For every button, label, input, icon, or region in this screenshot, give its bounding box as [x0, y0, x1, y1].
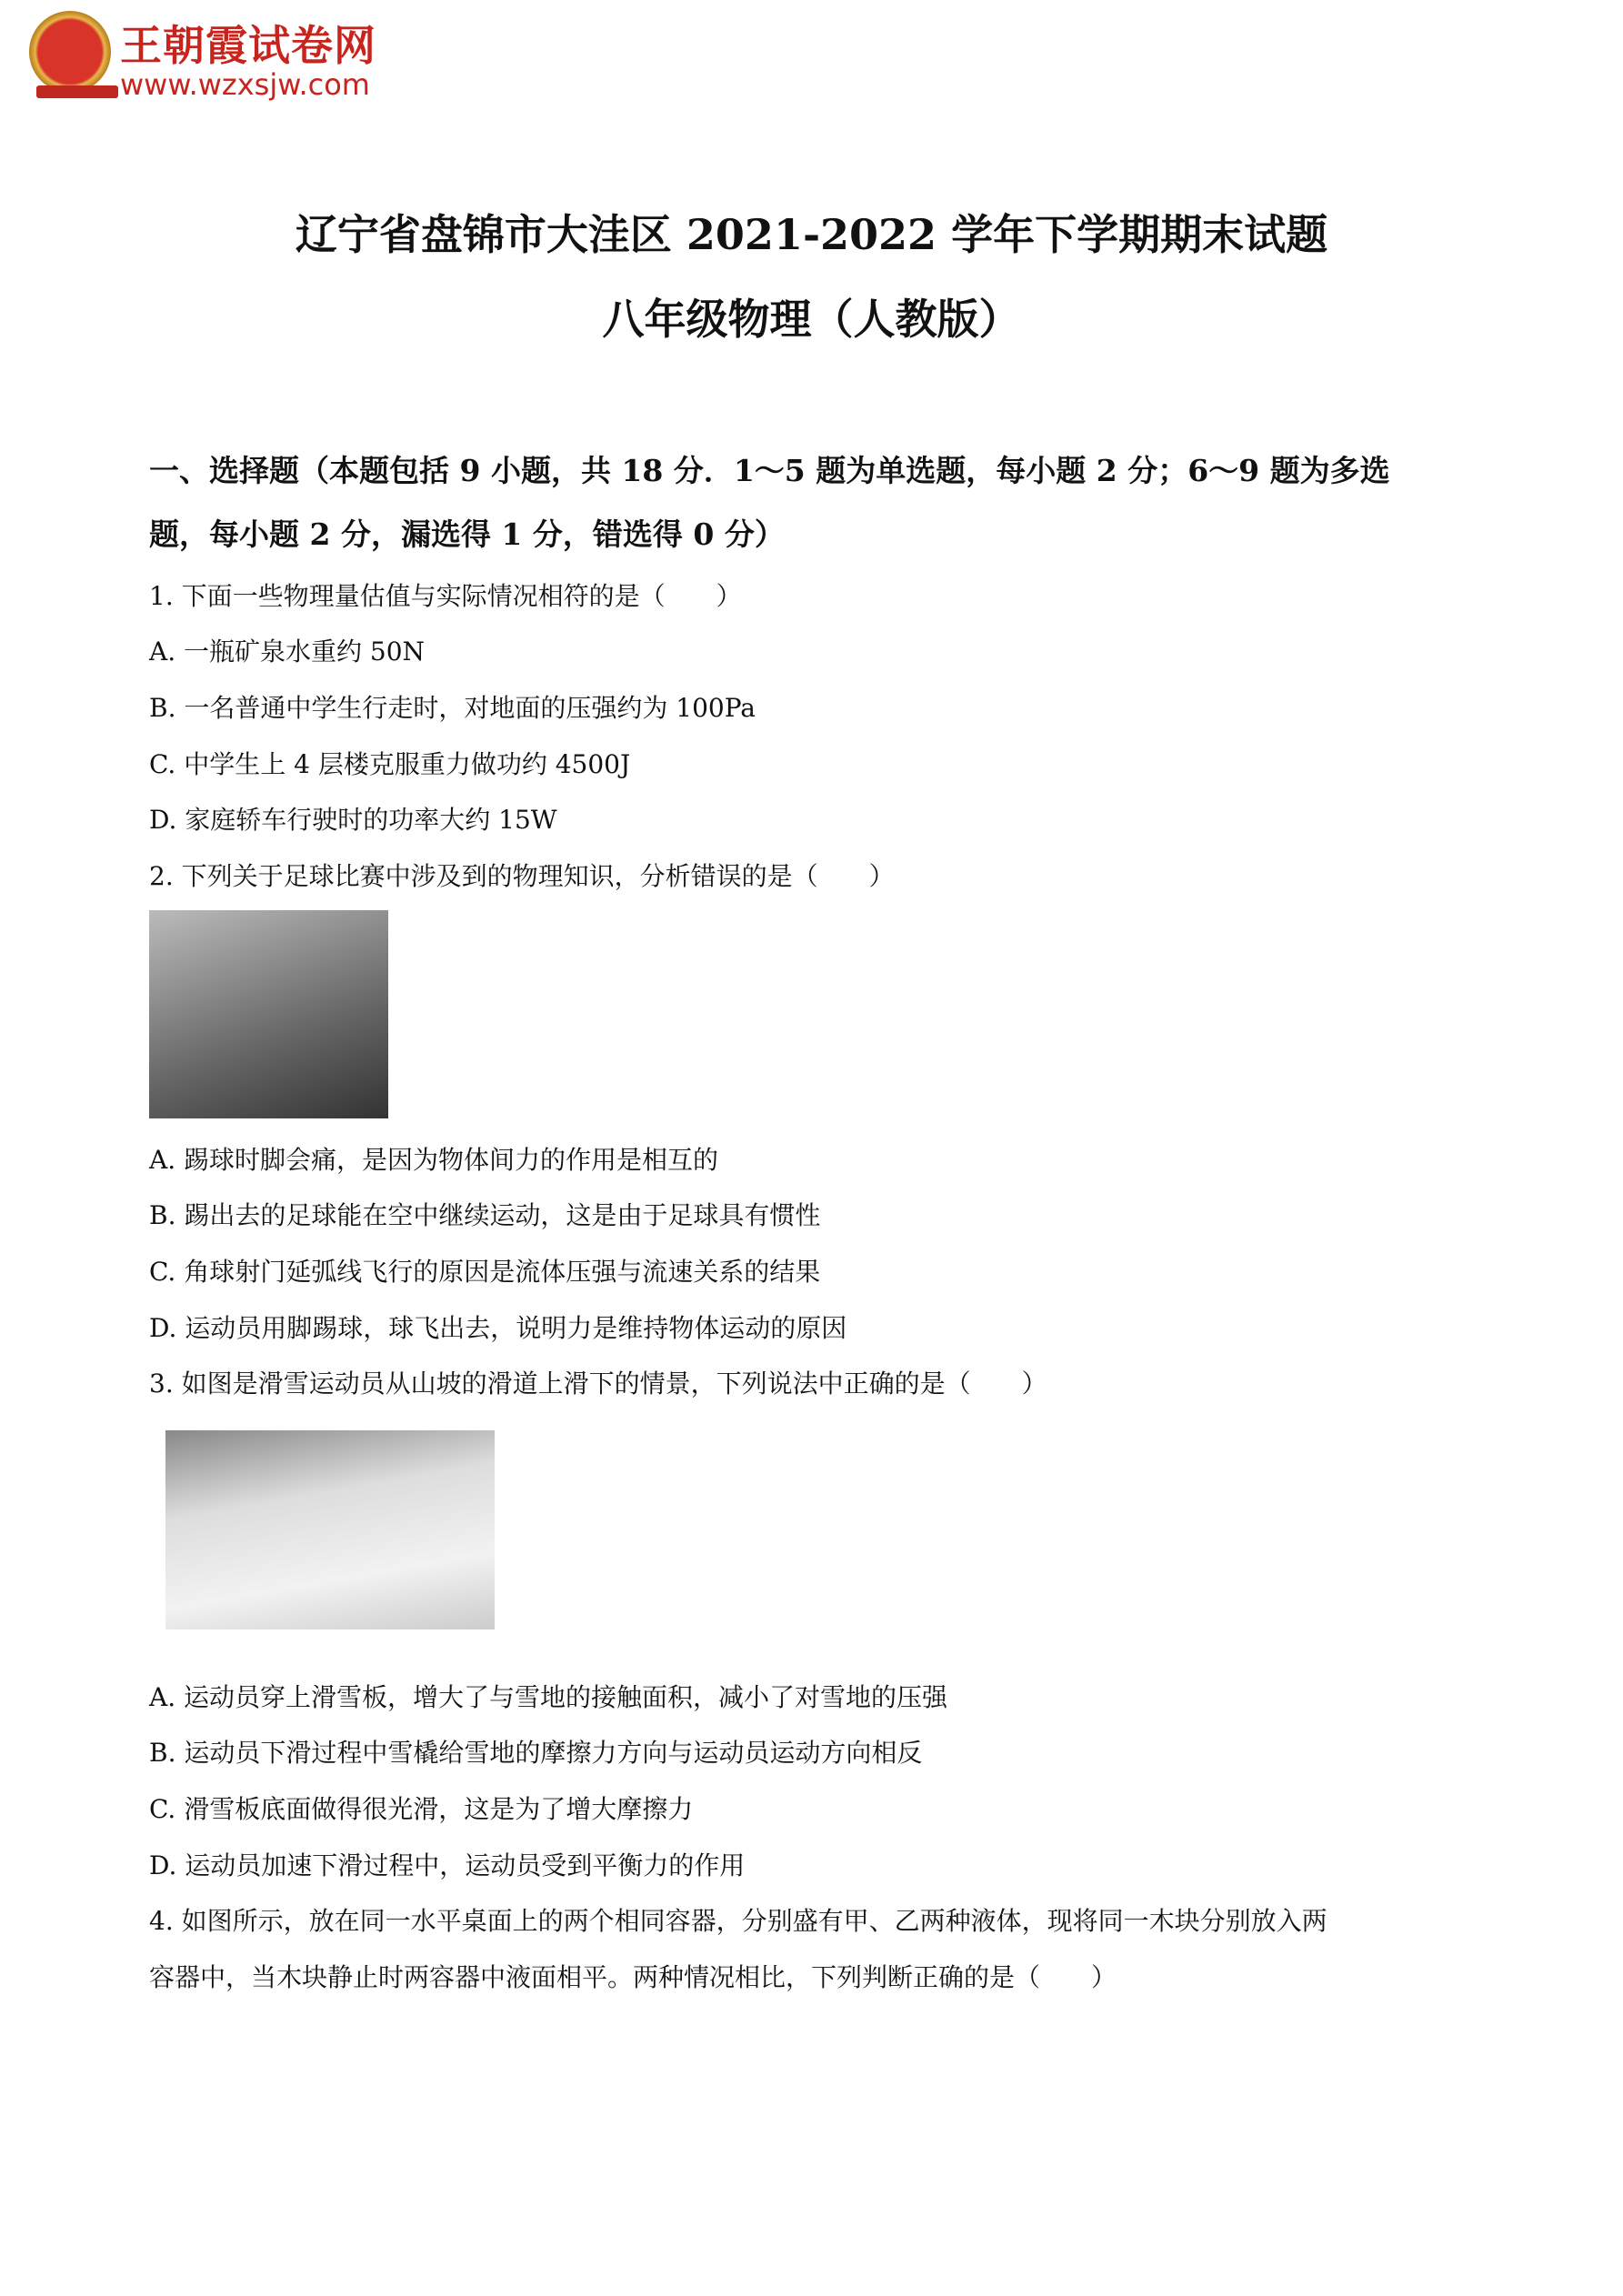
- exam-subtitle: 八年级物理（人教版）: [602, 295, 1021, 344]
- q3-option-c: C. 滑雪板底面做得很光滑，这是为了增大摩擦力: [149, 1794, 694, 1824]
- section-heading-cont: 题，每小题 2 分，漏选得 1 分，错选得 0 分）: [149, 516, 785, 552]
- soccer-player-image: [149, 910, 388, 1118]
- q2-option-c: C. 角球射门延弧线飞行的原因是流体压强与流速关系的结果: [149, 1257, 821, 1287]
- exam-title: 辽宁省盘锦市大洼区 2021-2022 学年下学期期末试题: [295, 210, 1328, 259]
- q2-option-a: A. 踢球时脚会痛，是因为物体间力的作用是相互的: [149, 1145, 719, 1175]
- q3-option-b: B. 运动员下滑过程中雪橇给雪地的摩擦力方向与运动员运动方向相反: [149, 1738, 923, 1768]
- skier-image: [165, 1430, 495, 1629]
- q1-option-b: B. 一名普通中学生行走时，对地面的压强约为 100Pa: [149, 693, 756, 723]
- q2-option-d: D. 运动员用脚踢球，球飞出去，说明力是维持物体运动的原因: [149, 1313, 847, 1343]
- question-2: 2. 下列关于足球比赛中涉及到的物理知识，分析错误的是（ ）: [149, 861, 895, 891]
- section-heading: 一、选择题（本题包括 9 小题，共 18 分．1～5 题为单选题，每小题 2 分；6～9 题为多选: [149, 453, 1390, 488]
- q3-option-d: D. 运动员加速下滑过程中，运动员受到平衡力的作用: [149, 1850, 746, 1880]
- q2-option-b: B. 踢出去的足球能在空中继续运动，这是由于足球具有惯性: [149, 1200, 821, 1230]
- logo-url: www.wzxsjw.com: [120, 67, 370, 102]
- question-3: 3. 如图是滑雪运动员从山坡的滑道上滑下的情景，下列说法中正确的是（ ）: [149, 1369, 1047, 1399]
- question-4: 4. 如图所示，放在同一水平桌面上的两个相同容器，分别盛有甲、乙两种液体，现将同一木块分别放入两: [149, 1906, 1327, 1936]
- q1-option-d: D. 家庭轿车行驶时的功率大约 15W: [149, 805, 557, 835]
- q3-option-a: A. 运动员穿上滑雪板，增大了与雪地的接触面积，减小了对雪地的压强: [149, 1682, 948, 1712]
- logo-seal-icon: [29, 11, 111, 93]
- q1-option-c: C. 中学生上 4 层楼克服重力做功约 4500J: [149, 749, 631, 779]
- logo-ribbon: [36, 85, 118, 98]
- q1-option-a: A. 一瓶矿泉水重约 50N: [149, 637, 426, 667]
- question-4-cont: 容器中，当木块静止时两容器中液面相平。两种情况相比，下列判断正确的是（ ）: [149, 1962, 1117, 1992]
- logo-brand: 王朝霞试卷网: [120, 21, 376, 70]
- site-logo: [29, 7, 411, 103]
- question-1: 1. 下面一些物理量估值与实际情况相符的是（ ）: [149, 581, 742, 611]
